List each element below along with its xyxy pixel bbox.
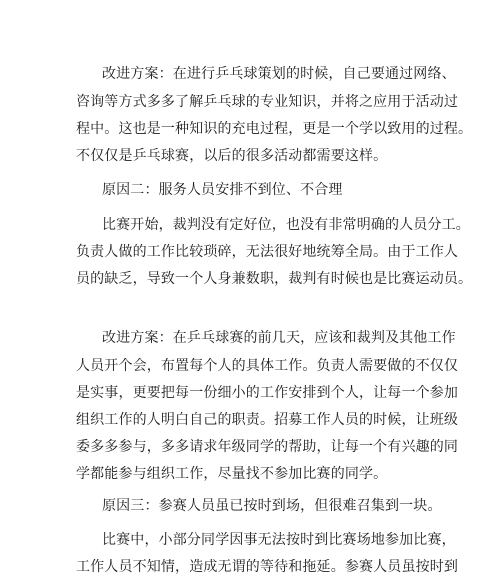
paragraph-2-line-1: 比赛开始，裁判没有定好位，也没有非常明确的人员分工。: [102, 217, 470, 233]
paragraph-4-line-1: 比赛中，小部分同学因事无法按时到比赛场地参加比赛，: [102, 532, 456, 548]
paragraph-2-line-3: 员的缺乏，导致一个人身兼数职，裁判有时候也是比赛运动员。: [76, 271, 473, 287]
paragraph-3-line-3: 是实事，更要把每一份细小的工作安排到个人，让每一个参加: [76, 385, 459, 401]
paragraph-2-line-2: 负责人做的工作比较琐碎，无法很好地统筹全局。由于工作人: [76, 244, 459, 260]
paragraph-3-line-5: 委多多参与，多多请求年级同学的帮助，让每一个有兴趣的同: [76, 439, 459, 455]
paragraph-1-line-1: 改进方案：在进行乒乓球策划的时候，自己要通过网络、: [102, 66, 456, 82]
paragraph-1-line-3: 程中。这也是一种知识的充电过程，更是一个学以致用的过程。: [76, 121, 473, 137]
section-heading-reason-3: 原因三：参赛人员虽已按时到场，但很难召集到一块。: [102, 498, 442, 514]
section-heading-reason-2: 原因二：服务人员安排不到位、不合理: [102, 182, 343, 198]
paragraph-3-line-6: 学都能参与组织工作，尽量找不参加比赛的同学。: [76, 466, 388, 482]
paragraph-4-line-2: 工作人员不知情，造成无谓的等待和拖延。参赛人员虽按时到: [76, 559, 459, 575]
paragraph-1-line-2: 咨询等方式多多了解乒乓球的专业知识，并将之应用于活动过: [76, 94, 459, 110]
paragraph-3-line-2: 人员开个会，布置每个人的具体工作。负责人需要做的不仅仅: [76, 358, 459, 374]
paragraph-3-line-1: 改进方案：在乒乓球赛的前几天，应该和裁判及其他工作: [102, 330, 456, 346]
paragraph-3-line-4: 组织工作的人明白自己的职责。招募工作人员的时候，让班级: [76, 412, 459, 428]
paragraph-1-line-4: 不仅仅是乒乓球赛，以后的很多活动都需要这样。: [76, 148, 388, 164]
